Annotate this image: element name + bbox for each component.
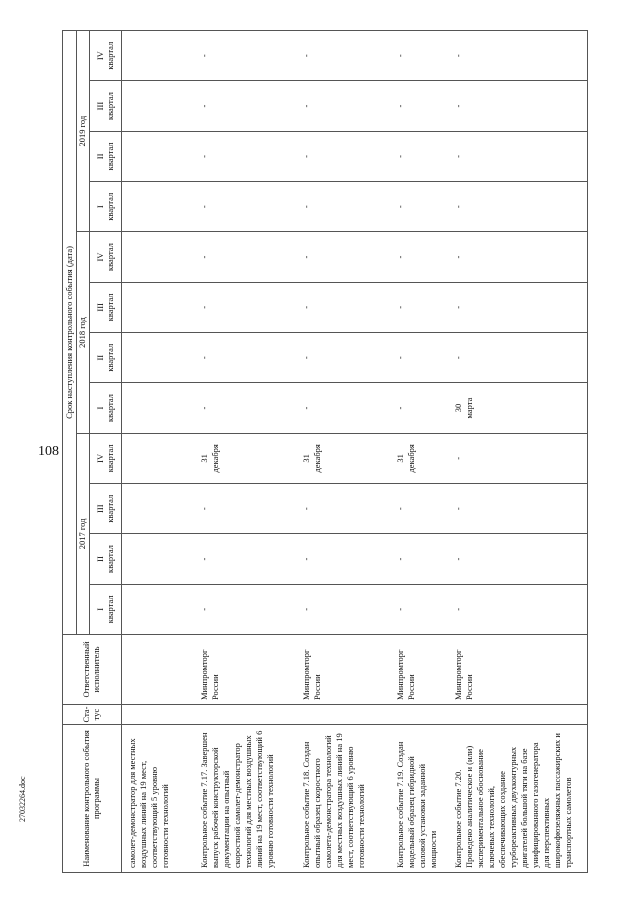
header-quarter — [90, 333, 122, 383]
quarter-date-cell: - — [296, 131, 390, 181]
quarter-numeral: I — [94, 406, 105, 410]
quarter-date-cell: - — [296, 30, 390, 80]
quarter-date-cell: - — [194, 383, 296, 433]
quarter-word: квартал — [104, 243, 115, 271]
quarter-date-cell: - — [194, 584, 296, 634]
control-events-table — [62, 30, 588, 873]
quarter-date-cell: - — [194, 232, 296, 282]
quarter-word: квартал — [104, 444, 115, 473]
quarter-date-cell — [122, 81, 194, 131]
quarter-date-cell: - — [448, 584, 588, 634]
quarter-date-cell: - — [296, 182, 390, 232]
event-executor: Минпромторг России — [194, 635, 296, 705]
quarter-word: квартал — [104, 545, 115, 573]
quarter-date-cell: - — [194, 282, 296, 332]
quarter-date-cell: - — [390, 484, 448, 534]
event-name: самолет-демонстратор для местных воздушных линий на 19 мест, соответствующий 5 уровню готовности технологий — [122, 725, 194, 873]
header-quarter — [90, 584, 122, 634]
quarter-date-cell: - — [390, 232, 448, 282]
quarter-date-cell: - — [194, 534, 296, 584]
quarter-date-cell — [122, 182, 194, 232]
quarter-date-cell: - — [194, 182, 296, 232]
quarter-numeral: I — [94, 607, 105, 611]
quarter-date-cell: - — [296, 81, 390, 131]
quarter-date-cell — [122, 333, 194, 383]
header-quarter — [90, 30, 122, 80]
quarter-date-cell — [122, 484, 194, 534]
quarter-date-cell: 31 декабря — [296, 433, 390, 483]
quarter-date-cell: - — [390, 282, 448, 332]
table-row — [390, 30, 448, 872]
quarter-date-cell: - — [390, 383, 448, 433]
event-name: Контрольное событие 7.18. Создан опытный образец скоростного самолета-демонстратора технологий для местных воздушных линий на 19 мест, соответствующий 6 уровню готовности технологий — [296, 725, 390, 873]
quarter-date-cell — [122, 433, 194, 483]
quarter-date-cell: - — [390, 333, 448, 383]
quarter-date-cell: - — [390, 30, 448, 80]
quarter-numeral: I — [94, 205, 105, 209]
header-date-group: Срок наступления контрольного события (дата) — [63, 30, 77, 634]
quarter-date-cell: 31 декабря — [194, 433, 296, 483]
quarter-date-cell: - — [448, 282, 588, 332]
quarter-date-cell: 30 марта — [448, 383, 588, 433]
quarter-date-cell: - — [390, 131, 448, 181]
event-name: Контрольное событие 7.17. Завершен выпуск рабочей конструкторской документации на опытный скоростной самолет-демонстратор технологий для местных воздушных линий на 19 мест, соответствующий 6 уровню готовности технологий — [194, 725, 296, 873]
quarter-numeral: II — [94, 556, 105, 562]
quarter-date-cell — [122, 30, 194, 80]
quarter-date-cell: - — [194, 30, 296, 80]
quarter-date-cell: - — [194, 484, 296, 534]
quarter-date-cell — [122, 282, 194, 332]
event-name: Контрольное событие 7.19. Создан модельный образец гибридной силовой установки заданной мощности — [390, 725, 448, 873]
event-executor: Минпромторг России — [390, 635, 448, 705]
quarter-date-cell: - — [448, 30, 588, 80]
quarter-date-cell: - — [296, 484, 390, 534]
quarter-date-cell: - — [448, 333, 588, 383]
quarter-date-cell — [122, 131, 194, 181]
quarter-numeral: IV — [94, 453, 105, 463]
event-status — [448, 705, 588, 725]
event-status — [390, 705, 448, 725]
header-executor: Ответственный исполнитель — [63, 635, 122, 705]
quarter-date-cell: - — [194, 131, 296, 181]
header-quarter — [90, 182, 122, 232]
header-quarter — [90, 383, 122, 433]
quarter-word: квартал — [104, 595, 115, 624]
quarter-numeral: III — [94, 101, 105, 111]
header-quarter — [90, 232, 122, 282]
header-quarter — [90, 534, 122, 584]
header-year-2019: 2019 год — [77, 30, 90, 231]
rotated-page-content — [62, 31, 620, 873]
quarter-numeral: IV — [94, 252, 105, 262]
quarter-date-cell — [122, 232, 194, 282]
quarter-numeral: III — [94, 303, 105, 312]
event-executor: Минпромторг России — [448, 635, 588, 705]
quarter-word: квартал — [104, 92, 115, 120]
header-quarter — [90, 81, 122, 131]
quarter-date-cell: - — [390, 182, 448, 232]
quarter-word: квартал — [104, 142, 115, 171]
quarter-word: квартал — [104, 394, 115, 422]
footer-filename: 27032264.doc — [18, 776, 27, 822]
quarter-word: квартал — [104, 494, 115, 523]
header-year-2017: 2017 год — [77, 433, 90, 634]
event-status — [122, 705, 194, 725]
quarter-date-cell: - — [448, 131, 588, 181]
quarter-date-cell: - — [296, 584, 390, 634]
table-row — [122, 30, 194, 872]
header-quarter — [90, 131, 122, 181]
quarter-date-cell: - — [448, 81, 588, 131]
table-row — [448, 30, 588, 872]
quarter-word: квартал — [104, 343, 115, 372]
quarter-word: квартал — [104, 41, 115, 70]
quarter-date-cell: - — [390, 81, 448, 131]
quarter-numeral: III — [94, 504, 105, 513]
quarter-date-cell: - — [296, 333, 390, 383]
quarter-date-cell: - — [296, 534, 390, 584]
quarter-date-cell — [122, 383, 194, 433]
event-status — [296, 705, 390, 725]
header-quarter — [90, 484, 122, 534]
event-name: Контрольное событие 7.20. Проведено аналитическое и (или) экспериментальное обоснование ключевых технологий, обеспечивающих создание турбореактивных двухконтурных двигателей большой тяги на базе унифицированного газогенератора для перспективных широкофюзеляжных пассажирских и транспортных самолетов — [448, 725, 588, 873]
quarter-date-cell: - — [194, 81, 296, 131]
quarter-date-cell: - — [390, 534, 448, 584]
quarter-date-cell: - — [448, 182, 588, 232]
quarter-date-cell: - — [448, 433, 588, 483]
quarter-numeral: IV — [94, 51, 105, 61]
quarter-date-cell: - — [448, 232, 588, 282]
quarter-numeral: II — [94, 153, 105, 160]
quarter-date-cell: 31 декабря — [390, 433, 448, 483]
header-quarter — [90, 433, 122, 483]
quarter-date-cell: - — [296, 383, 390, 433]
quarter-date-cell: - — [390, 584, 448, 634]
page-number: 108 — [38, 444, 59, 459]
event-executor: Минпромторг России — [296, 635, 390, 705]
event-executor — [122, 635, 194, 705]
quarter-date-cell: - — [448, 484, 588, 534]
quarter-word: квартал — [104, 192, 115, 221]
quarter-date-cell — [122, 534, 194, 584]
event-status — [194, 705, 296, 725]
header-year-2018: 2018 год — [77, 232, 90, 433]
header-name: Наименование контрольного события программы — [63, 725, 122, 873]
quarter-date-cell: - — [448, 534, 588, 584]
quarter-date-cell: - — [296, 282, 390, 332]
header-quarter — [90, 282, 122, 332]
table-row — [296, 30, 390, 872]
table-row — [194, 30, 296, 872]
quarter-date-cell: - — [194, 333, 296, 383]
header-status: Ста-тус — [63, 705, 122, 725]
quarter-numeral: II — [94, 354, 105, 361]
quarter-date-cell — [122, 584, 194, 634]
quarter-date-cell: - — [296, 232, 390, 282]
quarter-word: квартал — [104, 293, 115, 322]
